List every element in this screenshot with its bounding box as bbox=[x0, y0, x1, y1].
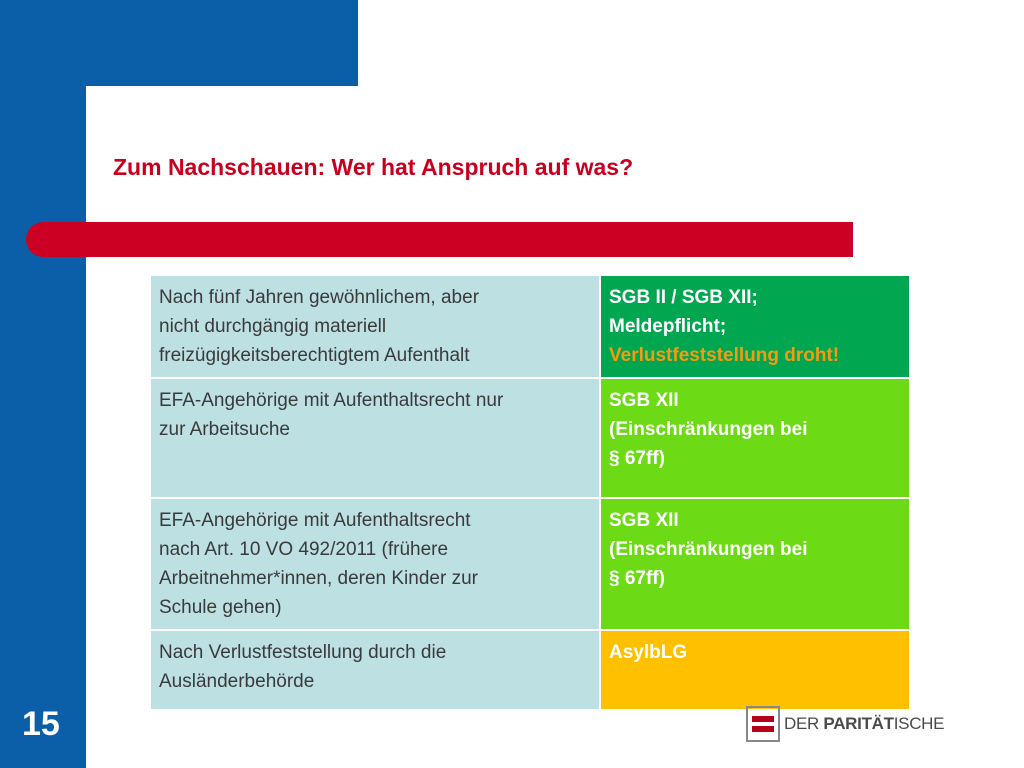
cell-line: SGB XII bbox=[609, 510, 679, 531]
table-row bbox=[150, 630, 910, 710]
table-cell-entitlement bbox=[600, 275, 910, 378]
logo-suffix: ISCHE bbox=[893, 714, 945, 733]
logo-stripe bbox=[752, 726, 774, 732]
logo-stripe bbox=[752, 716, 774, 722]
cell-line: nicht durchgängig materiell bbox=[159, 316, 387, 337]
red-divider-bar bbox=[26, 222, 853, 257]
paritaetische-logo-icon bbox=[746, 706, 780, 742]
warning-text: Verlustfeststellung droht! bbox=[609, 345, 840, 366]
table-cell-condition bbox=[150, 275, 600, 378]
blue-side-bar bbox=[0, 0, 86, 768]
cell-line: SGB XII bbox=[609, 390, 679, 411]
cell-line: Schule gehen) bbox=[159, 597, 282, 618]
cell-line: EFA-Angehörige mit Aufenthaltsrecht bbox=[159, 510, 471, 531]
table-cell-condition bbox=[150, 378, 600, 498]
cell-line: freizügigkeitsberechtigtem Aufenthalt bbox=[159, 345, 470, 366]
table-row bbox=[150, 378, 910, 498]
cell-line: Meldepflicht; bbox=[609, 316, 727, 337]
cell-line: § 67ff) bbox=[609, 448, 665, 469]
table-cell-condition bbox=[150, 498, 600, 630]
table-row bbox=[150, 275, 910, 378]
cell-line: Nach fünf Jahren gewöhnlichem, aber bbox=[159, 287, 480, 308]
paritaetische-logo bbox=[746, 704, 948, 744]
cell-line: EFA-Angehörige mit Aufenthaltsrecht nur bbox=[159, 390, 504, 411]
cell-line: SGB II / SGB XII; bbox=[609, 287, 758, 308]
logo-text bbox=[784, 714, 944, 734]
cell-line: AsylbLG bbox=[609, 642, 688, 663]
slide-title: Zum Nachschauen: Wer hat Anspruch auf was? bbox=[113, 154, 634, 180]
logo-prefix: DER bbox=[784, 714, 824, 733]
cell-line: Arbeitnehmer*innen, deren Kinder zur bbox=[159, 568, 478, 589]
cell-line: (Einschränkungen bei bbox=[609, 539, 808, 560]
cell-line: § 67ff) bbox=[609, 568, 665, 589]
cell-line: zur Arbeitsuche bbox=[159, 419, 290, 440]
table-cell-entitlement bbox=[600, 498, 910, 630]
logo-name: PARITÄT bbox=[823, 714, 894, 733]
cell-line: Ausländerbehörde bbox=[159, 671, 315, 692]
content-corner bbox=[86, 86, 146, 146]
table-row bbox=[150, 498, 910, 630]
table-cell-condition bbox=[150, 630, 600, 710]
cell-line: nach Art. 10 VO 492/2011 (frühere bbox=[159, 539, 449, 560]
cell-line: Nach Verlustfeststellung durch die bbox=[159, 642, 447, 663]
entitlement-table bbox=[149, 274, 911, 711]
page-number: 15 bbox=[22, 705, 60, 743]
cell-line: (Einschränkungen bei bbox=[609, 419, 808, 440]
table-cell-entitlement bbox=[600, 378, 910, 498]
table-cell-entitlement bbox=[600, 630, 910, 710]
